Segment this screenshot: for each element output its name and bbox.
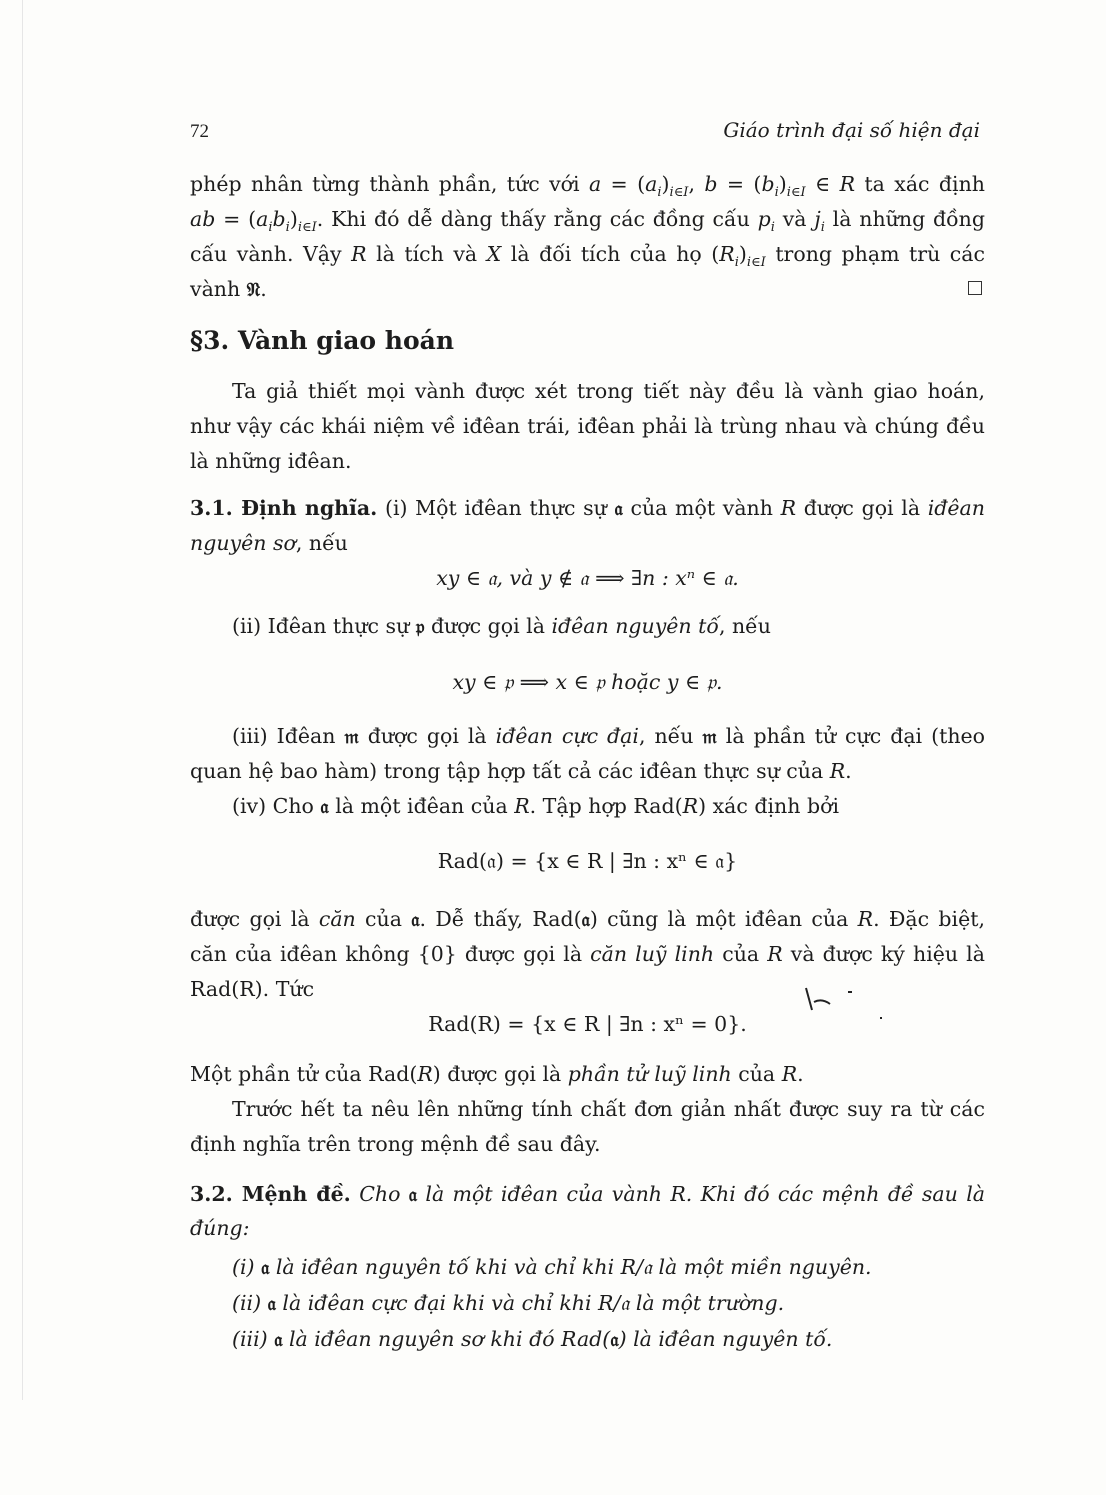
intro-line1: Ta giả thiết mọi vành được xét trong tiết này đều là vành giao hoán, (232, 379, 985, 403)
para1-line3: cấu vành. Vậy R là tích và X là đối tích của họ $(R_i)_{i\in I}$ trong phạm trù các (190, 242, 985, 271)
radical-line1: được gọi là căn của 𝔞. Dễ thấy, Rad(𝔞) cũng là một iđêan của R. Đặc biệt, (190, 907, 985, 931)
para1-line2: ab = $(a_ib_i)_{i\in I}$. Khi đó dễ dàng thấy rằng các đồng cấu $p_i$ và $j_i$ là những đồng (190, 207, 985, 236)
def31-iii-line2: quan hệ bao hàm) trong tập hợp tất cả các iđêan thực sự của R. (190, 759, 852, 783)
lead-line1: Trước hết ta nêu lên những tính chất đơn giản nhất được suy ra từ các (232, 1097, 985, 1121)
prop32-line2: đúng: (190, 1216, 250, 1240)
intro-line2: như vậy các khái niệm về iđêan trái, iđêan phải là trùng nhau và chúng đều (190, 414, 985, 438)
page-header (190, 116, 985, 146)
prop32-item-iii: (iii) 𝔞 là iđêan nguyên sơ khi đó Rad(𝔞) là iđêan nguyên tố. (232, 1327, 833, 1351)
lead-line2: định nghĩa trên trong mệnh đề sau đây. (190, 1132, 601, 1156)
formula-prime: xy ∈ 𝔭 ⟹ x ∈ 𝔭 hoặc y ∈ 𝔭. (452, 670, 723, 694)
pen-scribble-mark (800, 980, 890, 1030)
def31-ii: (ii) Iđêan thực sự 𝔭 được gọi là iđêan nguyên tố, nếu (232, 614, 771, 638)
proposition-label: 3.2. Mệnh đề. (190, 1182, 351, 1206)
prop32-item-i: (i) 𝔞 là iđêan nguyên tố khi và chỉ khi R/𝔞 là một miền nguyên. (232, 1255, 872, 1279)
radical-line2: căn của iđêan không {0} được gọi là căn luỹ linh của R và được ký hiệu là (190, 942, 985, 966)
def31-iii-line1: (iii) Iđêan 𝔪 được gọi là iđêan cực đại, nếu 𝔪 là phần tử cực đại (theo (232, 724, 986, 748)
formula-primary: xy ∈ 𝔞, và y ∉ 𝔞 ⟹ ∃n : xⁿ ∈ 𝔞. (436, 566, 739, 590)
def31-line1: 3.1. Định nghĩa. (i) Một iđêan thực sự 𝔞 của một vành R được gọi là iđêan (190, 496, 985, 520)
para1-line1: phép nhân từng thành phần, tức với $a = (a_i)_{i\in I}$, $b = (b_i)_{i\in I}$ ∈ R ta xác định (190, 172, 986, 201)
formula-nilradical: Rad(R) = {x ∈ R | ∃n : xⁿ = 0}. (428, 1012, 747, 1036)
nilpotent-line: Một phần tử của Rad(R) được gọi là phần tử luỹ linh của R. (190, 1062, 804, 1086)
qed-square-icon (968, 281, 982, 295)
definition-label: 3.1. Định nghĩa. (190, 496, 378, 520)
prop32-line1: 3.2. Mệnh đề. Cho 𝔞 là một iđêan của vành R. Khi đó các mệnh đề sau là (190, 1182, 985, 1206)
def31-iv: (iv) Cho 𝔞 là một iđêan của R. Tập hợp Rad(R) xác định bởi (232, 794, 839, 818)
section-heading: §3. Vành giao hoán (190, 326, 455, 355)
formula-radical: Rad(𝔞) = {x ∈ R | ∃n : xⁿ ∈ 𝔞} (437, 849, 738, 873)
prop32-item-ii: (ii) 𝔞 là iđêan cực đại khi và chỉ khi R/𝔞 là một trường. (232, 1291, 785, 1315)
running-title: Giáo trình đại số hiện đại (723, 118, 980, 142)
radical-line3: Rad(R). Tức (190, 977, 315, 1001)
intro-line3: là những iđêan. (190, 449, 352, 473)
para1-line4: vành 𝔑. (190, 275, 985, 304)
page-edge-line (22, 0, 23, 1400)
page-number: 72 (190, 121, 209, 142)
def31-line2: nguyên sơ, nếu (190, 531, 348, 555)
